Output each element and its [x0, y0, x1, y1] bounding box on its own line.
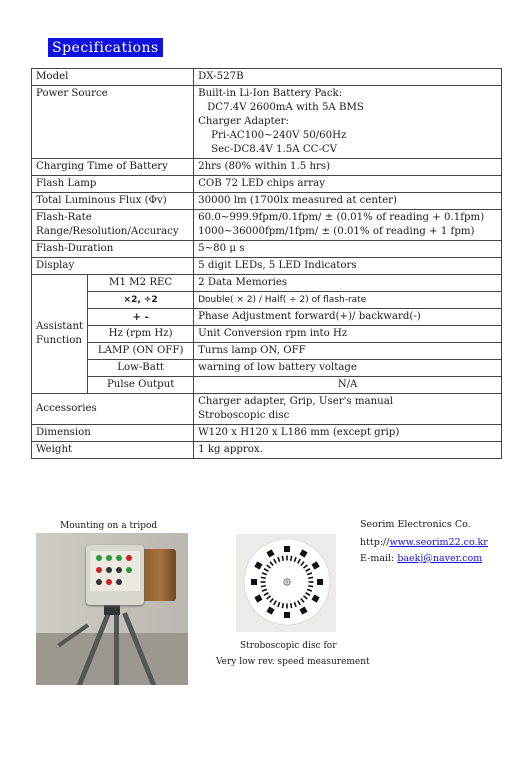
red-button-icon — [126, 555, 132, 561]
tripod-photo — [36, 533, 188, 685]
row-value: DX-527B — [194, 69, 502, 86]
table-row — [32, 176, 502, 193]
disc-mark — [261, 581, 266, 583]
assistant-key: M1 M2 REC — [88, 275, 194, 292]
disc-mark — [286, 604, 288, 609]
device-body — [86, 545, 144, 605]
assistant-key: LAMP (ON OFF) — [88, 343, 194, 360]
tripod-caption: Mounting on a tripod — [60, 521, 158, 531]
power-line: Pri-AC100~240V 50/60Hz — [211, 130, 347, 141]
row-label: Weight — [32, 442, 194, 459]
row-label: Charging Time of Battery — [32, 159, 194, 176]
assistant-key: Low-Batt — [88, 360, 194, 377]
green-button-icon — [116, 555, 122, 561]
row-value: 1 kg approx. — [194, 442, 502, 459]
assistant-key: ×2, ÷2 — [88, 292, 194, 309]
table-row — [32, 69, 502, 86]
assistant-value: Turns lamp ON, OFF — [194, 343, 502, 360]
section-title: Specifications — [48, 38, 163, 57]
row-label: Flash Lamp — [32, 176, 194, 193]
website-label: http:// — [360, 537, 390, 548]
row-label: Display — [32, 258, 194, 275]
email-label: E-mail: — [360, 553, 395, 564]
row-label-assistant — [32, 275, 88, 394]
table-row — [32, 377, 502, 394]
email-link[interactable]: baekj@naver.com — [397, 553, 483, 564]
power-line: DC7.4V 2600mA with 5A BMS — [207, 102, 364, 113]
green-button-icon — [126, 567, 132, 573]
assistant-key: Pulse Output — [88, 377, 194, 394]
red-button-icon — [96, 567, 102, 573]
row-value: COB 72 LED chips array — [194, 176, 502, 193]
table-row — [32, 193, 502, 210]
assistant-value: warning of low battery voltage — [194, 360, 502, 377]
stroboscopic-disc-image — [242, 537, 332, 627]
table-row — [32, 425, 502, 442]
black-button-icon — [116, 567, 122, 573]
disc-caption-line1: Stroboscopic disc for — [240, 641, 337, 651]
row-value: 30000 lm (1700lx measured at center) — [194, 193, 502, 210]
tripod-leg — [114, 613, 119, 685]
row-label-rate — [32, 210, 194, 241]
assistant-value: Phase Adjustment forward(+)/ backward(-) — [194, 309, 502, 326]
black-button-icon — [116, 579, 122, 585]
disc-mark — [284, 612, 290, 618]
disc-mark — [317, 579, 323, 585]
red-button-icon — [106, 579, 112, 585]
assistant-key: + - — [88, 309, 194, 326]
table-row — [32, 292, 502, 309]
row-value: 2hrs (80% within 1.5 hrs) — [194, 159, 502, 176]
row-label: Total Luminous Flux (Φv) — [32, 193, 194, 210]
table-row — [32, 326, 502, 343]
assistant-value: Unit Conversion rpm into Hz — [194, 326, 502, 343]
table-row — [32, 86, 502, 159]
rate-value: 60.0~999.9fpm/0.1fpm/ ± (0.01% of reading + 0.1fpm) — [198, 212, 485, 223]
assistant-value: Double( × 2) / Half( ÷ 2) of flash-rate — [194, 292, 502, 309]
disc-mark — [286, 556, 288, 561]
rate-label: Range/Resolution/Accuracy — [36, 226, 179, 237]
disc-mark — [284, 546, 290, 552]
accessory-line: Charger adapter, Grip, User's manual — [198, 396, 394, 407]
company-website — [360, 537, 488, 548]
accessory-line: Stroboscopic disc — [198, 410, 290, 421]
row-value-power — [194, 86, 502, 159]
assistant-label: Function — [36, 335, 82, 346]
row-value: 5~80 μ s — [194, 241, 502, 258]
table-row — [32, 343, 502, 360]
row-value: W120 x H120 x L186 mm (except grip) — [194, 425, 502, 442]
company-name: Seorim Electronics Co. — [360, 519, 471, 530]
table-row — [32, 275, 502, 292]
row-label: Model — [32, 69, 194, 86]
table-row — [32, 442, 502, 459]
rate-value: 1000~36000fpm/1fpm/ ± (0.01% of reading + 1 fpm) — [198, 226, 475, 237]
row-label: Power Source — [32, 86, 194, 159]
table-row — [32, 258, 502, 275]
power-line: Built-in Li-Ion Battery Pack: — [198, 88, 343, 99]
power-line: Sec-DC8.4V 1.5A CC-CV — [211, 144, 338, 155]
green-button-icon — [96, 555, 102, 561]
green-button-icon — [106, 555, 112, 561]
website-link[interactable]: www.seorim22.co.kr — [389, 537, 488, 548]
rate-label: Flash-Rate — [36, 212, 92, 223]
table-row — [32, 210, 502, 241]
assistant-value: N/A — [194, 377, 502, 394]
table-row — [32, 159, 502, 176]
table-row — [32, 309, 502, 326]
disc-caption-line2: Very low rev. speed measurement — [216, 657, 370, 667]
row-value-rate — [194, 210, 502, 241]
table-row — [32, 241, 502, 258]
power-line: Charger Adapter: — [198, 116, 289, 127]
row-label: Dimension — [32, 425, 194, 442]
assistant-value: 2 Data Memories — [194, 275, 502, 292]
row-label: Flash-Duration — [32, 241, 194, 258]
assistant-key: Hz (rpm Hz) — [88, 326, 194, 343]
disc-mark — [251, 579, 257, 585]
black-button-icon — [106, 567, 112, 573]
disc-mark — [309, 581, 314, 583]
row-value: 5 digit LEDs, 5 LED Indicators — [194, 258, 502, 275]
photo-floor — [36, 633, 188, 685]
row-label: Accessories — [32, 394, 194, 425]
black-button-icon — [96, 579, 102, 585]
specifications-table — [31, 68, 502, 459]
row-value-accessories — [194, 394, 502, 425]
company-email — [360, 553, 482, 564]
tripod-mount — [104, 605, 120, 615]
assistant-label: Assistant — [36, 321, 84, 332]
table-row — [32, 394, 502, 425]
table-row — [32, 360, 502, 377]
